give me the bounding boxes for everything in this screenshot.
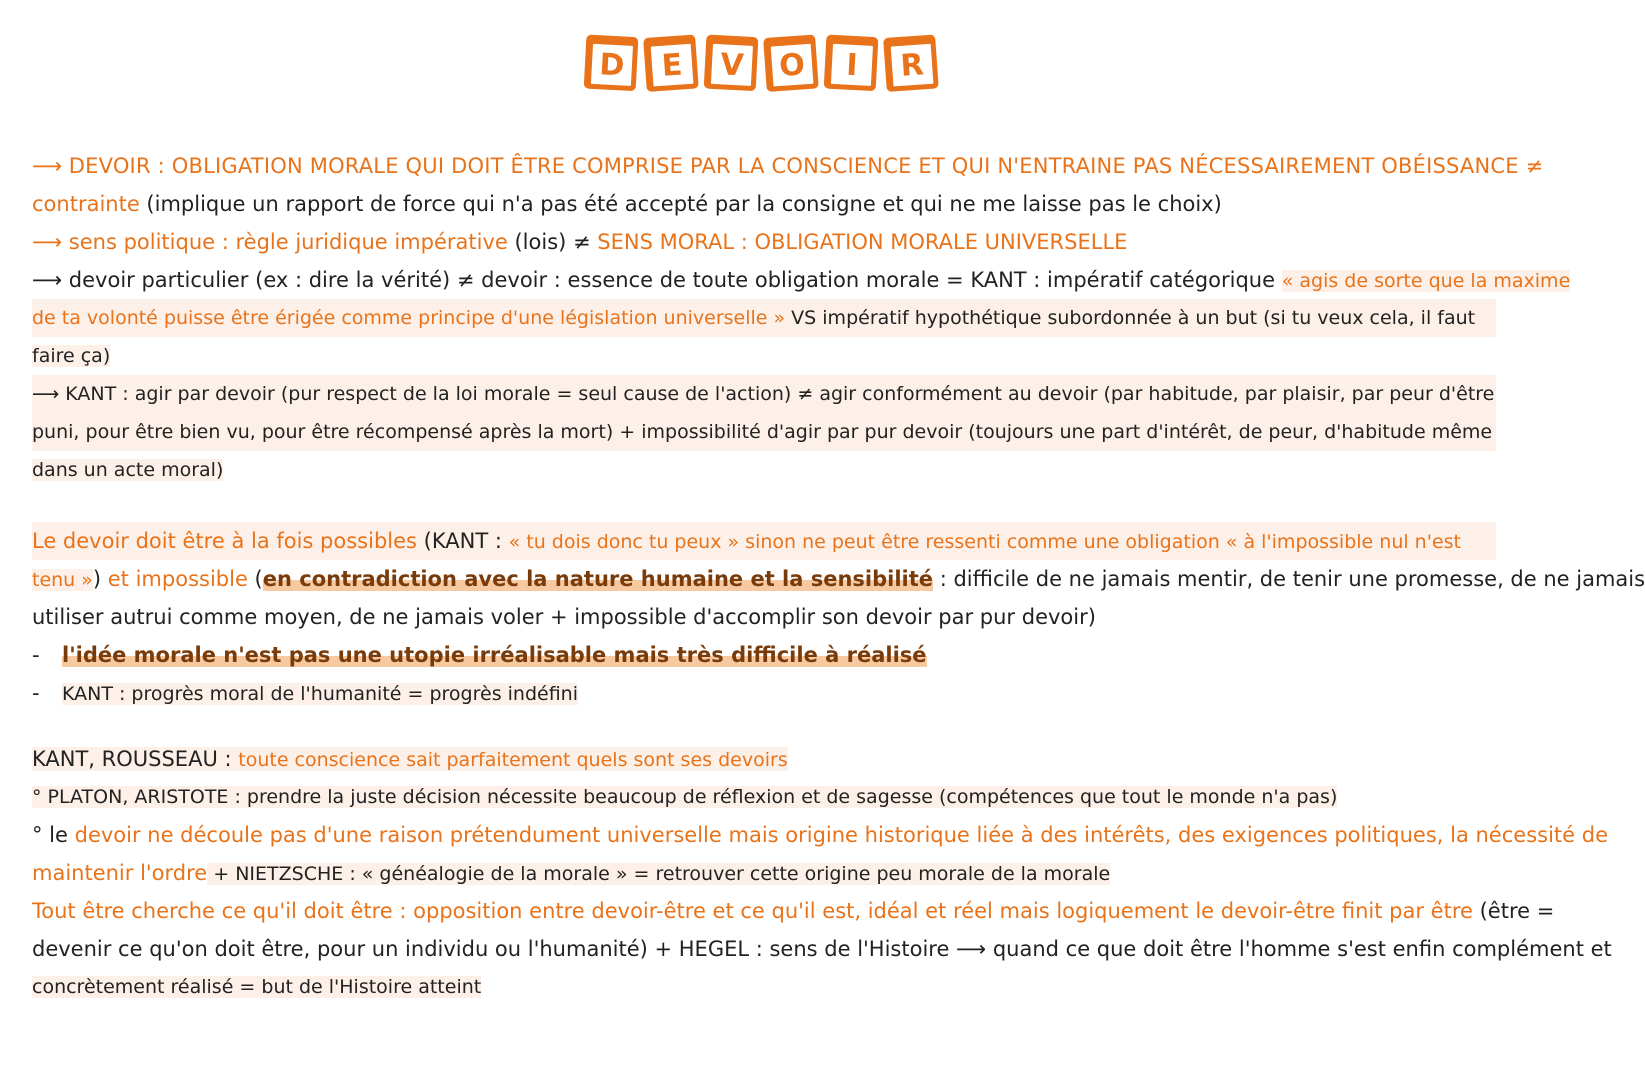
- text-line: [32, 375, 1496, 413]
- quote: tenu »: [32, 569, 93, 591]
- text-span: ): [92, 567, 108, 591]
- highlighted-text: l'idée morale n'est pas une utopie irréalisable mais très difficile à réalisé: [62, 643, 927, 667]
- text-span: dans un acte moral): [32, 459, 224, 481]
- dash-icon: -: [32, 681, 40, 705]
- list-item: [32, 674, 1496, 712]
- text-span: utiliser autrui comme moyen, de ne jamais voler + impossible d'accomplir son devoir par pur devoir): [32, 605, 1096, 629]
- text-line: [32, 299, 1496, 337]
- text-line: [32, 451, 1496, 489]
- dash-icon: -: [32, 643, 40, 667]
- text-span: ° le: [32, 823, 75, 847]
- text-line: [32, 147, 1544, 185]
- keyword: devoir ne découle pas d'une raison prétendument universelle mais origine historique liée à des intérêts, des exigences politiques, la nécessité de: [74, 823, 1608, 847]
- section-possible: [32, 522, 1645, 712]
- text-line: [32, 598, 1496, 636]
- text-span: + NIETZSCHE : « généalogie de la morale » = retrouver cette origine peu morale de la morale: [207, 863, 1111, 885]
- text-line: [32, 892, 1555, 930]
- text-span: puni, pour être bien vu, pour être récompensé après la mort) + impossibilité d'agir par pur devoir (toujours une part d'intérêt, de peur, d'habitude même: [32, 421, 1493, 443]
- highlighted-text: en contradiction avec la nature humaine et la sensibilité: [262, 567, 934, 591]
- title-block: I: [823, 35, 884, 94]
- text-span: ° PLATON, ARISTOTE : prendre la juste décision nécessite beaucoup de réflexion et de sagesse (compétences que tout le monde n'a pas): [32, 786, 1338, 808]
- title-block: D: [583, 35, 644, 94]
- arrow-icon: ⟶: [32, 230, 63, 254]
- text-span: (: [247, 567, 263, 591]
- text-span: (implique un rapport de force qui n'a pas été accepté par la consigne et qui ne me laisse pas le choix): [139, 192, 1222, 216]
- arrow-icon: ⟶: [32, 154, 63, 178]
- text-line: [32, 560, 1645, 598]
- title-block: O: [763, 34, 825, 94]
- text-span: faire ça): [32, 345, 111, 367]
- text-span: VS impératif hypothétique subordonnée à un but (si tu veux cela, il faut: [785, 307, 1476, 329]
- text-span: devenir ce qu'on doit être, pour un individu ou l'humanité) + HEGEL : sens de l'Histoire ⟶ quand ce que doit être l'homme s'est enfin complément et: [32, 937, 1612, 961]
- quote: « tu dois donc tu peux » sinon ne peut être ressenti comme une obligation « à l'impossible nul n'est: [508, 531, 1461, 553]
- text-line: [32, 740, 1496, 778]
- definition-text: DEVOIR : OBLIGATION MORALE QUI DOIT ÊTRE COMPRISE PAR LA CONSCIENCE ET QUI N'ENTRAINE PAS NÉCESSAIREMENT OBÉISSANCE ≠: [68, 154, 1544, 178]
- text-line: [32, 816, 1608, 854]
- text-span: (lois) ≠: [507, 230, 598, 254]
- text-span: KANT : agir par devoir (pur respect de la loi morale = seul cause de l'action) ≠ agir conformément au devoir (par habitude, par plaisir, par peur d'être: [65, 383, 1495, 405]
- text-line: [32, 930, 1612, 968]
- arrow-icon: ⟶: [32, 268, 63, 292]
- text-line: [32, 854, 1496, 892]
- text-span: concrètement réalisé = but de l'Histoire atteint: [32, 976, 482, 998]
- text-span: (être =: [1472, 899, 1555, 923]
- text-line: [32, 337, 1496, 375]
- section-conscience: [32, 740, 1612, 1006]
- text-span: : difficile de ne jamais mentir, de tenir une promesse, de ne jamais: [933, 567, 1645, 591]
- text-line: [32, 413, 1496, 451]
- text-span: devoir particulier (ex : dire la vérité) ≠ devoir : essence de toute obligation morale = KANT : impératif catégorique: [68, 268, 1282, 292]
- keyword: maintenir l'ordre: [32, 861, 208, 885]
- keyword: et impossible: [107, 567, 248, 591]
- keyword: Le devoir doit être à la fois possibles: [32, 529, 417, 553]
- quote: toute conscience sait parfaitement quels sont ses devoirs: [238, 749, 788, 771]
- keyword: contrainte: [32, 192, 140, 216]
- title-block: E: [643, 34, 705, 94]
- title-block: V: [703, 35, 764, 94]
- keyword: SENS MORAL : OBLIGATION MORALE UNIVERSELLE: [597, 230, 1128, 254]
- text-line: [32, 522, 1496, 560]
- list-item: [32, 636, 1496, 674]
- keyword: sens politique : règle juridique impérative: [68, 230, 508, 254]
- text-line: [32, 223, 1496, 261]
- keyword: Tout être cherche ce qu'il doit être : opposition entre devoir-être et ce qu'il est, idéal et réel mais logiquement le devoir-être finit par être: [32, 899, 1473, 923]
- quote: de ta volonté puisse être érigée comme principe d'une législation universelle »: [32, 307, 786, 329]
- arrow-icon: ⟶: [32, 383, 60, 405]
- section-definition: [32, 147, 1571, 489]
- text-line: [32, 778, 1496, 816]
- page-title: [0, 36, 1527, 92]
- text-span: (KANT :: [416, 529, 509, 553]
- text-span: KANT, ROUSSEAU :: [32, 747, 239, 771]
- quote: « agis de sorte que la maxime: [1281, 270, 1571, 292]
- text-span: KANT : progrès moral de l'humanité = progrès indéfini: [62, 683, 578, 705]
- title-block: R: [883, 34, 945, 94]
- text-line: [32, 968, 1496, 1006]
- text-line: [32, 261, 1571, 299]
- text-line: [32, 185, 1496, 223]
